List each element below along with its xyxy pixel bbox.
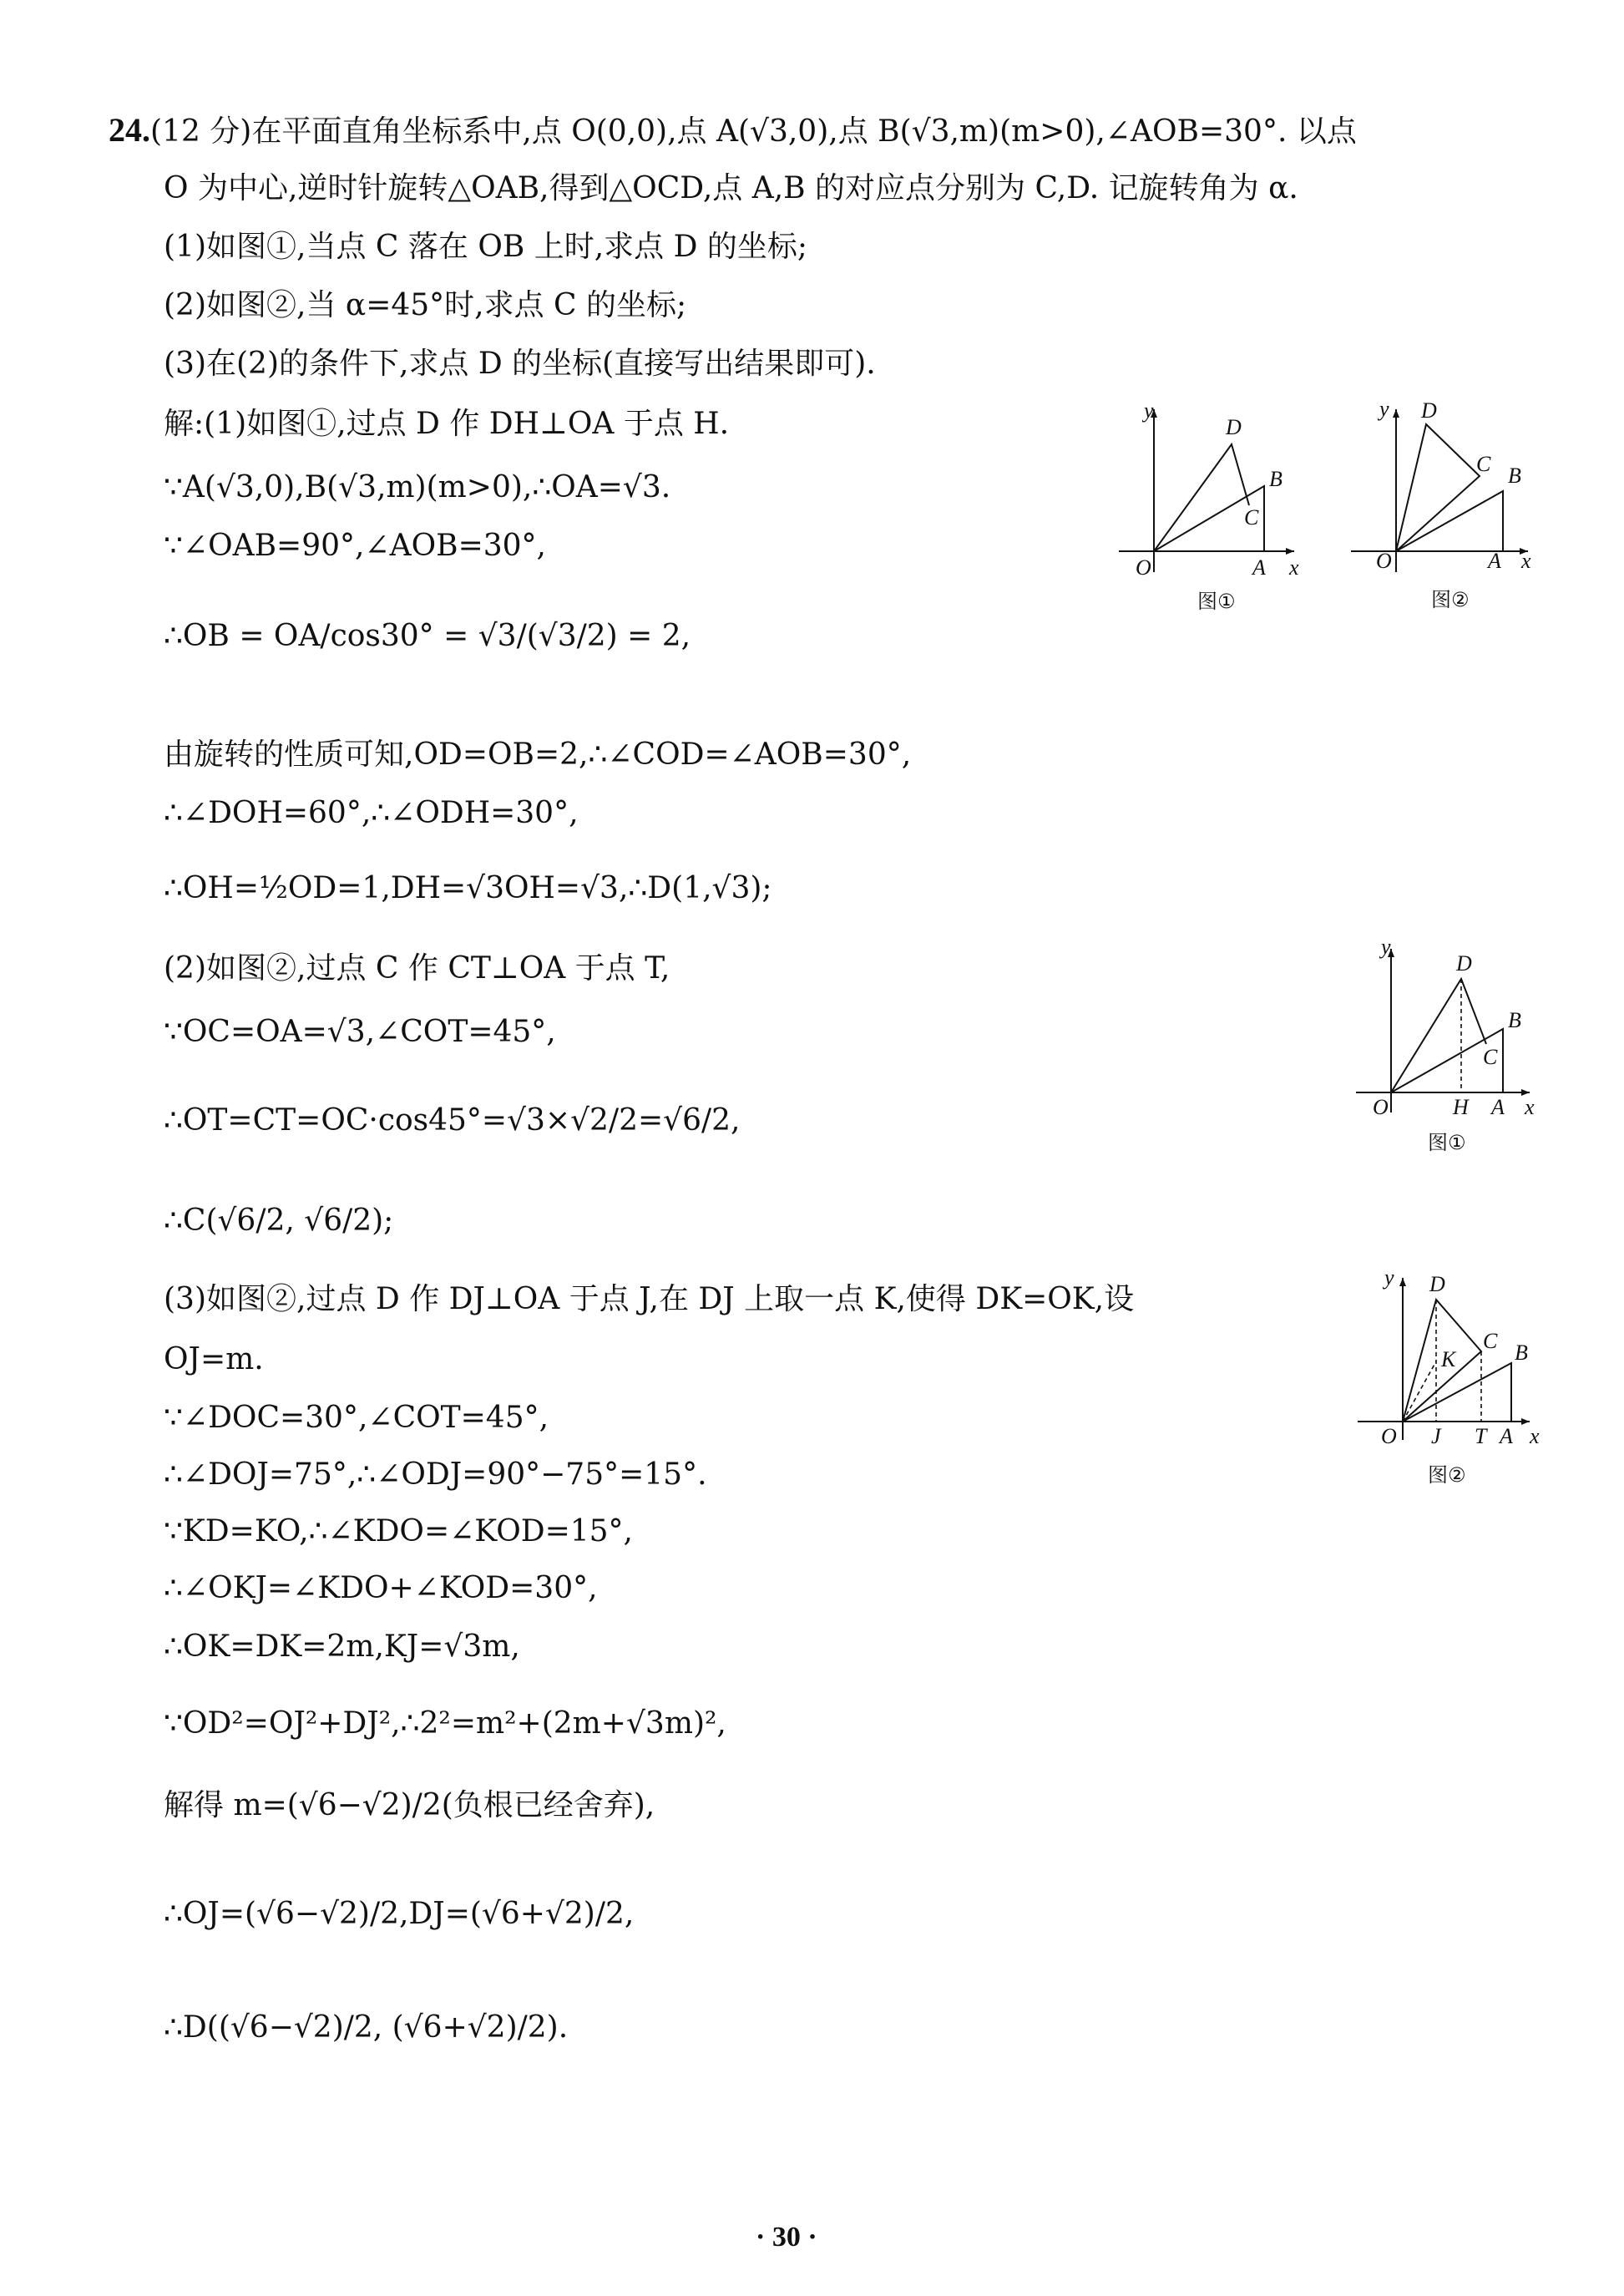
solution-line-21: ∴OJ=(√6−√2)/2,DJ=(√6+√2)/2, (164, 1897, 635, 1931)
problem-stem-2: O 为中心,逆时针旋转△OAB,得到△OCD,点 A,B 的对应点分别为 C,D. 记旋转角为 α. (164, 171, 1298, 205)
solution-line-5: 由旋转的性质可知,OD=OB=2,∴∠COD=∠AOB=30°, (164, 737, 912, 772)
fig2-label-c: C (1476, 452, 1491, 476)
figure-2 (1344, 393, 1545, 626)
solution-line-7: ∴OH=½OD=1,DH=√3OH=√3,∴D(1,√3); (164, 871, 772, 905)
fig1-label-o: O (1136, 555, 1151, 580)
solution-line-10: ∴OT=CT=OC·cos45°=√3×√2/2=√6/2, (164, 1103, 741, 1138)
question-3: (3)在(2)的条件下,求点 D 的坐标(直接写出结果即可). (164, 347, 876, 381)
figure-1 (1110, 393, 1311, 626)
solution-line-9: ∵OC=OA=√3,∠COT=45°, (164, 1015, 556, 1049)
fig2-label-x: x (1521, 549, 1531, 573)
fig4-label-y: y (1384, 1265, 1394, 1290)
solution-line-14: ∵∠DOC=30°,∠COT=45°, (164, 1401, 549, 1435)
fig4-label-d: D (1429, 1272, 1445, 1296)
fig3-label-c: C (1483, 1045, 1498, 1069)
fig3-label-b: B (1508, 1008, 1521, 1032)
fig3-label-o: O (1373, 1095, 1389, 1119)
solution-line-18: ∴OK=DK=2m,KJ=√3m, (164, 1630, 520, 1664)
question-2: (2)如图②,当 α=45°时,求点 C 的坐标; (164, 288, 687, 322)
fig2-caption: 图② (1431, 588, 1470, 611)
solution-line-19: ∵OD²=OJ²+DJ²,∴2²=m²+(2m+√3m)², (164, 1706, 726, 1741)
fig2-label-d: D (1421, 398, 1437, 423)
problem-number: 24. (109, 111, 150, 149)
fig4-label-b: B (1515, 1341, 1528, 1365)
solution-line-4: ∴OB = OA/cos30° = √3/(√3/2) = 2, (164, 619, 691, 653)
fig3-caption: 图① (1428, 1131, 1466, 1154)
fig2-label-a: A (1488, 549, 1501, 573)
fig1-label-a: A (1252, 555, 1266, 580)
fig4-label-o: O (1381, 1424, 1397, 1448)
solution-line-22: ∴D((√6−√2)/2, (√6+√2)/2). (164, 2010, 569, 2045)
solution-line-17: ∴∠OKJ=∠KDO+∠KOD=30°, (164, 1571, 598, 1605)
fig4-label-c: C (1483, 1329, 1498, 1353)
fig4-label-j: J (1431, 1424, 1441, 1448)
fig3-label-a: A (1491, 1095, 1505, 1119)
solution-line-12: (3)如图②,过点 D 作 DJ⊥OA 于点 J,在 DJ 上取一点 K,使得 DK=OK,设 (164, 1282, 1135, 1316)
solution-line-3: ∵∠OAB=90°,∠AOB=30°, (164, 529, 546, 563)
fig4-label-k: K (1441, 1347, 1456, 1371)
fig2-label-o: O (1376, 549, 1392, 573)
fig1-label-b: B (1269, 467, 1283, 491)
solution-line-8: (2)如图②,过点 C 作 CT⊥OA 于点 T, (164, 951, 670, 986)
figure-4 (1344, 1261, 1545, 1503)
solution-line-11: ∴C(√6/2, √6/2); (164, 1204, 394, 1238)
problem-stem-1: (12 分)在平面直角坐标系中,点 O(0,0),点 A(√3,0),点 B(√3,m)(m>0),∠AOB=30°. 以点 (150, 114, 1357, 149)
fig1-caption: 图① (1197, 590, 1236, 613)
fig1-label-y: y (1144, 398, 1154, 423)
fig4-caption: 图② (1428, 1463, 1466, 1487)
fig2-label-b: B (1508, 464, 1521, 488)
fig4-label-x: x (1530, 1424, 1540, 1448)
figure-3 (1344, 935, 1545, 1169)
fig3-label-h: H (1453, 1095, 1469, 1119)
solution-line-2: ∵A(√3,0),B(√3,m)(m>0),∴OA=√3. (164, 470, 671, 504)
solution-line-20: 解得 m=(√6−√2)/2(负根已经舍弃), (164, 1788, 655, 1822)
fig1-label-d: D (1226, 415, 1242, 439)
fig1-label-c: C (1244, 505, 1259, 530)
page-number: · 30 · (756, 2222, 817, 2253)
solution-line-1: 解:(1)如图①,过点 D 作 DH⊥OA 于点 H. (164, 407, 730, 441)
fig2-label-y: y (1379, 397, 1389, 421)
question-1: (1)如图①,当点 C 落在 OB 上时,求点 D 的坐标; (164, 230, 808, 264)
problem-number-line (109, 110, 1357, 152)
fig4-label-a: A (1500, 1424, 1513, 1448)
fig4-label-t: T (1475, 1424, 1487, 1448)
fig3-label-d: D (1456, 951, 1472, 976)
solution-line-15: ∴∠DOJ=75°,∴∠ODJ=90°−75°=15°. (164, 1457, 707, 1492)
solution-line-13: OJ=m. (164, 1342, 264, 1376)
fig3-label-y: y (1381, 935, 1391, 959)
fig3-label-x: x (1525, 1095, 1535, 1119)
fig1-label-x: x (1289, 555, 1299, 580)
solution-line-6: ∴∠DOH=60°,∴∠ODH=30°, (164, 796, 579, 830)
solution-line-16: ∵KD=KO,∴∠KDO=∠KOD=15°, (164, 1514, 633, 1548)
